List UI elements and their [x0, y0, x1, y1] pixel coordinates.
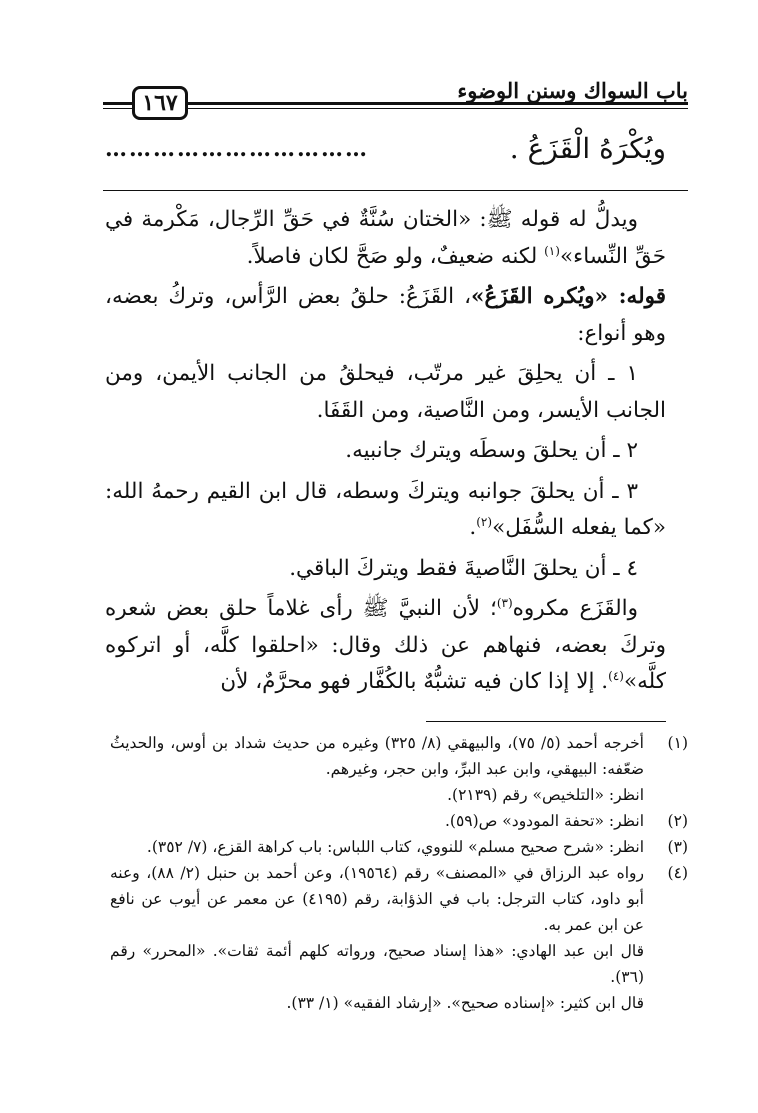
footnote-number: (١) — [667, 734, 688, 752]
footnote — [110, 730, 688, 808]
paragraph-text: ، القَزَعُ: حلقُ بعض الرَّأس، وتركُ بعضه، وهو أنواع: — [105, 284, 666, 346]
header-rule-thin — [103, 108, 688, 109]
footnote-line: انظر: «شرح صحيح مسلم» للنووي، كتاب اللباس: باب كراهة القزع، (٧/ ٣٥٢). — [146, 838, 644, 856]
footnote-ref: (٤) — [608, 668, 624, 683]
paragraph-text: ويدلُّ له قوله ﷺ: «الختان سُنَّةٌ في حَقِّ الرِّجال، مَكْرمة في حَقِّ النِّساء» — [105, 207, 666, 269]
footnote — [110, 860, 688, 1016]
matn-text: ويُكْرَهُ الْقَزَعُ . — [509, 132, 666, 165]
header-rule — [103, 102, 688, 105]
list-item: ١ ـ أن يحلِقَ غير مرتّب، فيحلقُ من الجانب الأيمن، ومن الجانب الأيسر، ومن النَّاصية، ومن القَفَا. — [105, 361, 666, 423]
footnote-line: قال ابن عبد الهادي: «هذا إسناد صحيح، ورواته كلهم أئمة ثقات». «المحرر» رقم (٣٦). — [110, 942, 644, 986]
footnote-ref: (١) — [544, 243, 560, 258]
footnote-line: قال ابن كثير: «إسناده صحيح». «إرشاد الفقيه» (١/ ٣٣). — [286, 994, 644, 1012]
paragraph — [105, 279, 666, 352]
list-item-text: . — [469, 515, 477, 540]
paragraph-text: ؛ لأن النبيَّ ﷺ رأى غلاماً حلق بعض شعره وتركَ بعضه، فنهاهم عن ذلك وقال: «احلقوا كلَّه، أو اتركوه كلَّه» — [105, 596, 666, 694]
commentary-body — [105, 202, 666, 705]
list-item — [105, 474, 666, 547]
footnote-body — [110, 730, 644, 808]
list-item: ٢ ـ أن يحلقَ وسطَه ويترك جانبيه. — [345, 438, 638, 463]
matn-quote-label: قوله: «ويُكره القَزَعُ» — [471, 284, 667, 309]
footnote-line: انظر: «تحفة المودود» ص(٥٩). — [444, 812, 644, 830]
matn-divider — [103, 190, 688, 191]
footnote-number: (٢) — [667, 812, 688, 830]
list-item-text: ٣ ـ أن يحلقَ جوانبه ويتركَ وسطه، قال ابن القيم رحمهُ الله: «كما يفعله السُّفَل» — [105, 478, 666, 540]
page-number: ١٦٧ — [142, 90, 178, 116]
paragraph — [105, 591, 666, 701]
chapter-title: باب السواك وسنن الوضوء — [457, 78, 688, 103]
paragraph-text: لكنه ضعيفٌ، ولو صَحَّ لكان فاصلاً. — [246, 243, 545, 269]
footnote-ref: (٢) — [476, 514, 493, 529]
footnote-line: أخرجه أحمد (٥/ ٧٥)، والبيهقي (٨/ ٣٢٥) وغيره من حديث شداد بن أوس، والحديثُ ضعّفه: البيهقي، وابن عبد البرِّ، وابن حجر، وغيرهم. — [110, 734, 644, 778]
matn-dots: …………………………… — [105, 135, 369, 162]
footnote-body — [110, 860, 644, 1016]
paragraph — [105, 202, 666, 275]
paragraph-text: . إلا إذا كان فيه تشبُّهٌ بالكُفَّار فهو محرَّمٌ، لأن — [220, 669, 609, 694]
footnote-separator — [426, 721, 666, 722]
footnote — [110, 808, 688, 834]
footnote — [110, 834, 688, 860]
list-item: ٤ ـ أن يحلقَ النَّاصيةَ فقط ويتركَ الباقي. — [289, 555, 638, 581]
page-number-frame — [132, 86, 188, 120]
matn-line — [105, 132, 666, 165]
footnote-ref: (٣) — [496, 595, 513, 610]
footnote-line: انظر: «التلخيص» رقم (٢١٣٩). — [447, 786, 644, 804]
footnote-body — [110, 808, 644, 834]
footnote-line: رواه عبد الرزاق في «المصنف» رقم (١٩٥٦٤)، وعن أحمد بن حنبل (٢/ ٨٨)، وعنه أبو داود، كتاب الترجل: باب في الذؤابة، رقم (٤١٩٥) عن معمر عن أيوب عن نافع عن ابن عمر به. — [110, 864, 644, 934]
footnote-number: (٣) — [667, 838, 688, 856]
footnotes — [110, 730, 688, 1016]
footnote-number: (٤) — [667, 864, 688, 882]
paragraph-text: والقَزَع مكروه — [512, 596, 638, 621]
footnote-body — [110, 834, 644, 860]
